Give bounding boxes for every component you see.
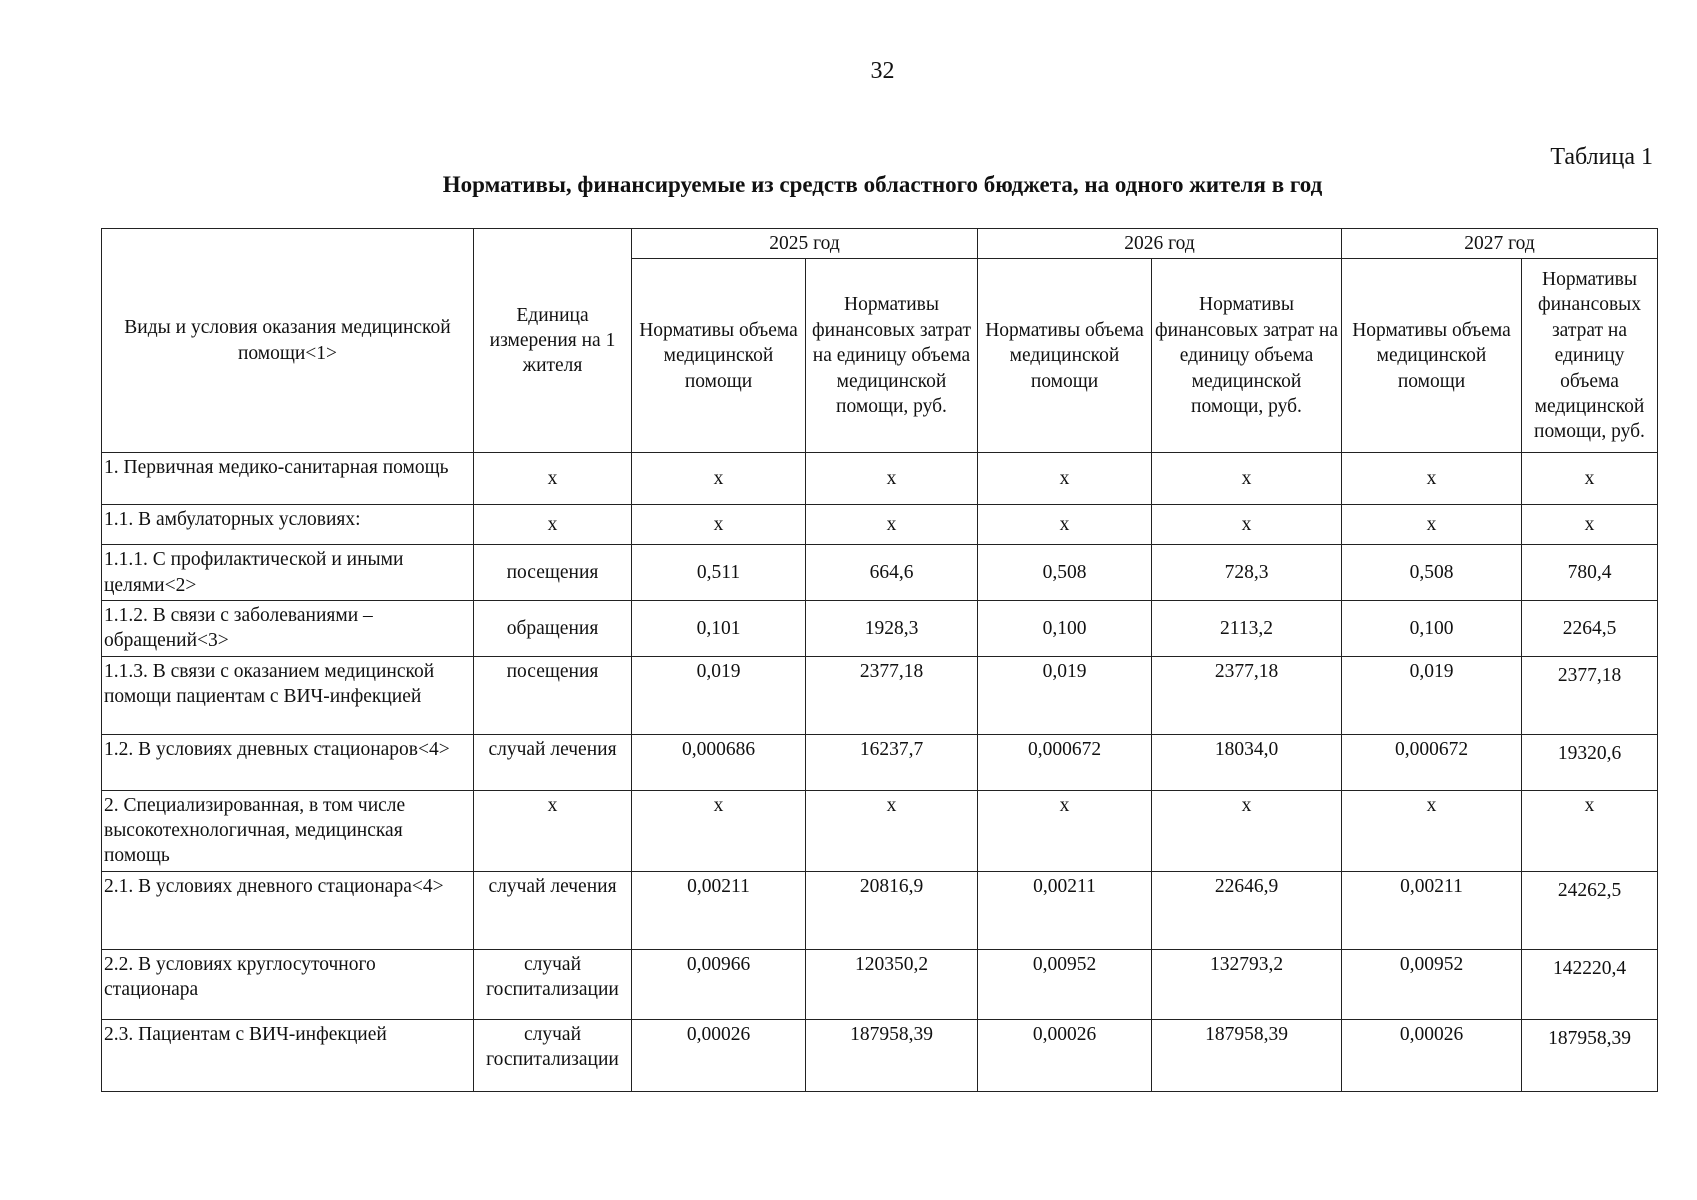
table-row (102, 871, 1658, 949)
row-name: 2.1. В условиях дневного стационара<4> (102, 871, 474, 949)
row-volume-2026: 0,00026 (978, 1019, 1152, 1091)
row-volume-2025: 0,00966 (632, 949, 806, 1019)
row-volume-2025: 0,019 (632, 656, 806, 734)
row-cost-2025: 1928,3 (806, 601, 978, 657)
row-unit: случай лечения (474, 871, 632, 949)
row-name: 2.2. В условиях круглосуточного стационара (102, 949, 474, 1019)
row-cost-2025: 187958,39 (806, 1019, 978, 1091)
row-name: 2.3. Пациентам с ВИЧ-инфекцией (102, 1019, 474, 1091)
table-label: Таблица 1 (1550, 144, 1653, 170)
row-cost-2025: 16237,7 (806, 734, 978, 790)
row-cost-2027: 24262,5 (1522, 871, 1658, 949)
row-name: 1.1.3. В связи с оказанием медицинской помощи пациентам с ВИЧ-инфекцией (102, 656, 474, 734)
table-row (102, 1019, 1658, 1091)
row-name: 1.1.1. С профилактической и иными целями<2> (102, 545, 474, 601)
row-unit: случай лечения (474, 734, 632, 790)
row-cost-2026: 18034,0 (1152, 734, 1342, 790)
row-volume-2025: 0,101 (632, 601, 806, 657)
row-cost-2025: x (806, 790, 978, 871)
norms-table (101, 228, 1658, 1092)
row-volume-2026: 0,000672 (978, 734, 1152, 790)
row-cost-2027: 2264,5 (1522, 601, 1658, 657)
table-row (102, 545, 1658, 601)
row-volume-2026: x (978, 790, 1152, 871)
row-name: 1. Первичная медико-санитарная помощь (102, 453, 474, 505)
row-cost-2025: 664,6 (806, 545, 978, 601)
page-number: 32 (870, 58, 895, 84)
table-row (102, 453, 1658, 505)
row-cost-2026: 187958,39 (1152, 1019, 1342, 1091)
table-row (102, 505, 1658, 545)
row-volume-2025: 0,00026 (632, 1019, 806, 1091)
row-volume-2026: 0,100 (978, 601, 1152, 657)
row-unit: случай госпитализации (474, 1019, 632, 1091)
row-cost-2026: 132793,2 (1152, 949, 1342, 1019)
row-volume-2026: x (978, 505, 1152, 545)
header-year-2027: 2027 год (1342, 229, 1658, 259)
document-title: Нормативы, финансируемые из средств областного бюджета, на одного жителя в год (442, 172, 1323, 197)
table-row (102, 656, 1658, 734)
header-cost-2026: Нормативы финансовых затрат на единицу объема медицинской помощи, руб. (1152, 259, 1342, 453)
row-name: 1.1.2. В связи с заболеваниями – обращений<3> (102, 601, 474, 657)
row-volume-2027: x (1342, 453, 1522, 505)
row-volume-2027: x (1342, 790, 1522, 871)
row-cost-2025: x (806, 505, 978, 545)
row-volume-2027: 0,00211 (1342, 871, 1522, 949)
row-name: 2. Специализированная, в том числе высокотехнологичная, медицинская помощь (102, 790, 474, 871)
header-year-2025: 2025 год (632, 229, 978, 259)
row-cost-2027: 2377,18 (1522, 656, 1658, 734)
row-cost-2026: x (1152, 453, 1342, 505)
header-cost-2025: Нормативы финансовых затрат на единицу объема медицинской помощи, руб. (806, 259, 978, 453)
row-volume-2027: 0,508 (1342, 545, 1522, 601)
row-name: 1.2. В условиях дневных стационаров<4> (102, 734, 474, 790)
row-unit: посещения (474, 656, 632, 734)
row-volume-2027: 0,019 (1342, 656, 1522, 734)
row-volume-2026: 0,00211 (978, 871, 1152, 949)
row-volume-2026: 0,00952 (978, 949, 1152, 1019)
row-cost-2027: x (1522, 505, 1658, 545)
row-cost-2027: 187958,39 (1522, 1019, 1658, 1091)
header-volume-2026: Нормативы объема медицинской помощи (978, 259, 1152, 453)
row-name: 1.1. В амбулаторных условиях: (102, 505, 474, 545)
header-year-2026: 2026 год (978, 229, 1342, 259)
row-unit: случай госпитализации (474, 949, 632, 1019)
row-cost-2026: x (1152, 505, 1342, 545)
row-cost-2027: 142220,4 (1522, 949, 1658, 1019)
row-volume-2025: x (632, 453, 806, 505)
row-cost-2025: x (806, 453, 978, 505)
row-cost-2027: x (1522, 453, 1658, 505)
row-cost-2027: 19320,6 (1522, 734, 1658, 790)
row-volume-2026: 0,019 (978, 656, 1152, 734)
table-row (102, 949, 1658, 1019)
row-volume-2025: 0,00211 (632, 871, 806, 949)
row-cost-2026: x (1152, 790, 1342, 871)
header-volume-2027: Нормативы объема медицинской помощи (1342, 259, 1522, 453)
row-unit: x (474, 453, 632, 505)
row-cost-2026: 728,3 (1152, 545, 1342, 601)
row-cost-2026: 2113,2 (1152, 601, 1342, 657)
row-volume-2027: 0,00952 (1342, 949, 1522, 1019)
row-unit: посещения (474, 545, 632, 601)
row-cost-2027: x (1522, 790, 1658, 871)
row-unit: обращения (474, 601, 632, 657)
row-volume-2026: 0,508 (978, 545, 1152, 601)
row-cost-2026: 22646,9 (1152, 871, 1342, 949)
row-volume-2025: x (632, 790, 806, 871)
row-unit: x (474, 505, 632, 545)
row-unit: x (474, 790, 632, 871)
row-volume-2027: 0,000672 (1342, 734, 1522, 790)
header-type: Виды и условия оказания медицинской помощи<1> (102, 229, 474, 453)
row-cost-2027: 780,4 (1522, 545, 1658, 601)
row-volume-2026: x (978, 453, 1152, 505)
table-row (102, 734, 1658, 790)
table-row (102, 601, 1658, 657)
row-cost-2025: 20816,9 (806, 871, 978, 949)
header-volume-2025: Нормативы объема медицинской помощи (632, 259, 806, 453)
row-volume-2027: 0,00026 (1342, 1019, 1522, 1091)
table-row (102, 790, 1658, 871)
row-volume-2027: 0,100 (1342, 601, 1522, 657)
row-volume-2025: 0,000686 (632, 734, 806, 790)
row-cost-2026: 2377,18 (1152, 656, 1342, 734)
header-unit: Единица измерения на 1 жителя (474, 229, 632, 453)
header-cost-2027: Нормативы финансовых затрат на единицу объема медицинской помощи, руб. (1522, 259, 1658, 453)
row-volume-2025: 0,511 (632, 545, 806, 601)
row-cost-2025: 2377,18 (806, 656, 978, 734)
row-volume-2027: x (1342, 505, 1522, 545)
row-cost-2025: 120350,2 (806, 949, 978, 1019)
row-volume-2025: x (632, 505, 806, 545)
